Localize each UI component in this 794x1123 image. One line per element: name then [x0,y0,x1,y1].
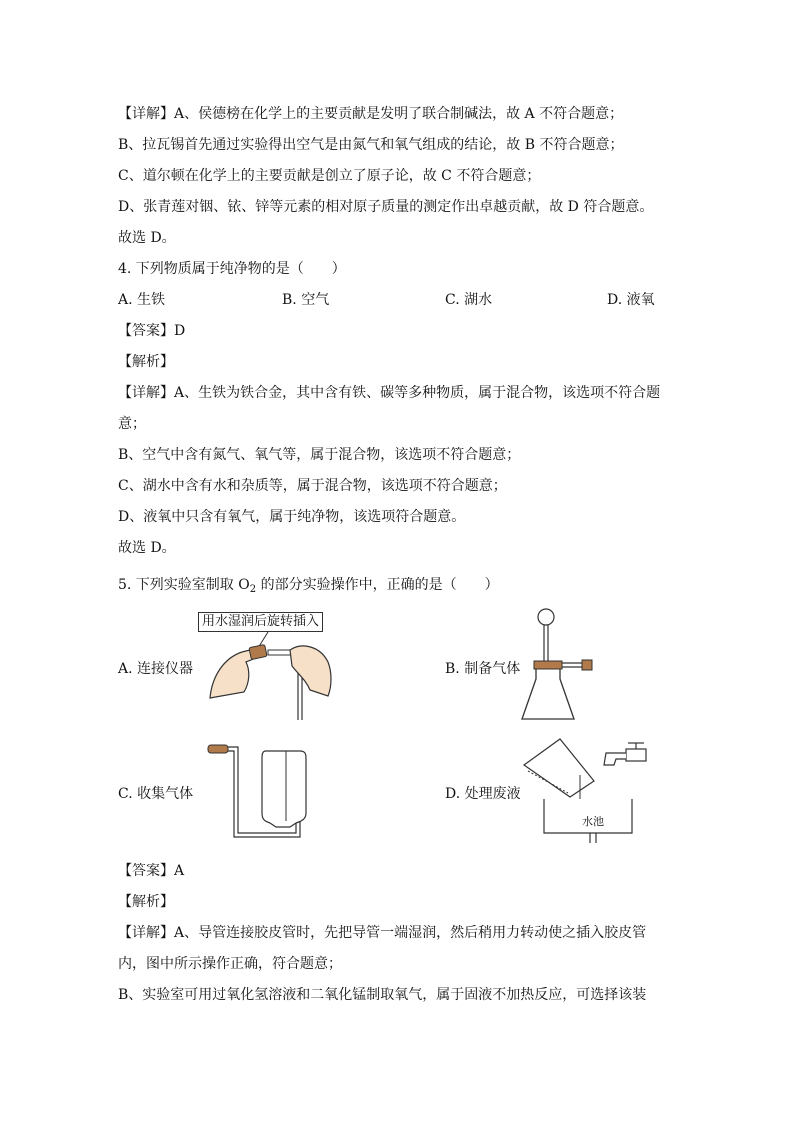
inverted-bottle-tube-icon [200,735,310,843]
q4-analysis-heading: 【解析】 [118,354,174,370]
q4-detail-c: C、湖水中含有水和杂质等，属于混合物，该选项不符合题意； [118,478,507,494]
hands-connecting-tube-icon [198,610,338,725]
q3-detail-a: 【详解】A、侯德榜在化学上的主要贡献是发明了联合制碱法，故 A 不符合题意； [118,106,624,122]
q3-detail-c: C、道尔顿在化学上的主要贡献是创立了原子论，故 C 不符合题意； [118,168,541,184]
q5-option-c: C. 收集气体 [118,786,194,802]
erlenmeyer-flask-funnel-icon [518,605,598,725]
q5-detail-b: B、实验室可用过氧化氢溶液和二氧化锰制取氧气，属于固液不加热反应，可选择该装 [118,987,647,1003]
q5-detail-a-cont: 内，图中所示操作正确，符合题意； [118,956,342,972]
q4-answer: 【答案】D [118,323,186,339]
q4-detail-a: 【详解】A、生铁为铁合金，其中含有铁、碳等多种物质，属于混合物，该选项不符合题 [118,385,661,401]
q3-detail-b: B、拉瓦锡首先通过实验得出空气是由氮气和氧气组成的结论，故 B 不符合题意； [118,137,624,153]
q4-detail-d: D、液氧中只含有氧气，属于纯净物，该选项符合题意。 [118,509,466,525]
q5-option-d: D. 处理废液 [445,786,521,802]
figure-d-sink-label: 水池 [582,815,604,828]
q4-option-d: D. 液氧 [607,292,655,308]
q5-stem: 5. 下列实验室制取 $O_2$ 的部分实验操作中，正确的是（ ） [118,577,499,595]
q4-option-c: C. 湖水 [445,292,493,308]
q5-answer: 【答案】A [118,863,185,879]
figure-b-gas-apparatus [518,605,598,725]
figure-a-connect-tubes [198,610,338,725]
q4-detail-a-cont: 意； [118,416,146,432]
q3-conclusion: 故选 D。 [118,230,176,246]
figure-c-gas-collection [200,735,310,843]
q5-detail-a: 【详解】A、导管连接胶皮管时，先把导管一端湿润，然后稍用力转动使之插入胶皮管 [118,925,647,941]
figure-d-waste-disposal [520,735,655,845]
q4-detail-b: B、空气中含有氮气、氧气等，属于混合物，该选项不符合题意； [118,447,521,463]
q4-option-a: A. 生铁 [118,292,166,308]
q5-option-a: A. 连接仪器 [118,661,194,677]
q3-detail-d: D、张青莲对铟、铱、锌等元素的相对原子质量的测定作出卓越贡献，故 D 符合题意。 [118,199,654,215]
q4-option-b: B. 空气 [282,292,330,308]
figure-a-label: 用水湿润后旋转插入 [198,612,323,632]
q4-stem: 4. 下列物质属于纯净物的是（ ） [118,261,346,277]
q5-option-b: B. 制备气体 [445,661,521,677]
q4-conclusion: 故选 D。 [118,540,176,556]
q5-analysis-heading: 【解析】 [118,894,174,910]
